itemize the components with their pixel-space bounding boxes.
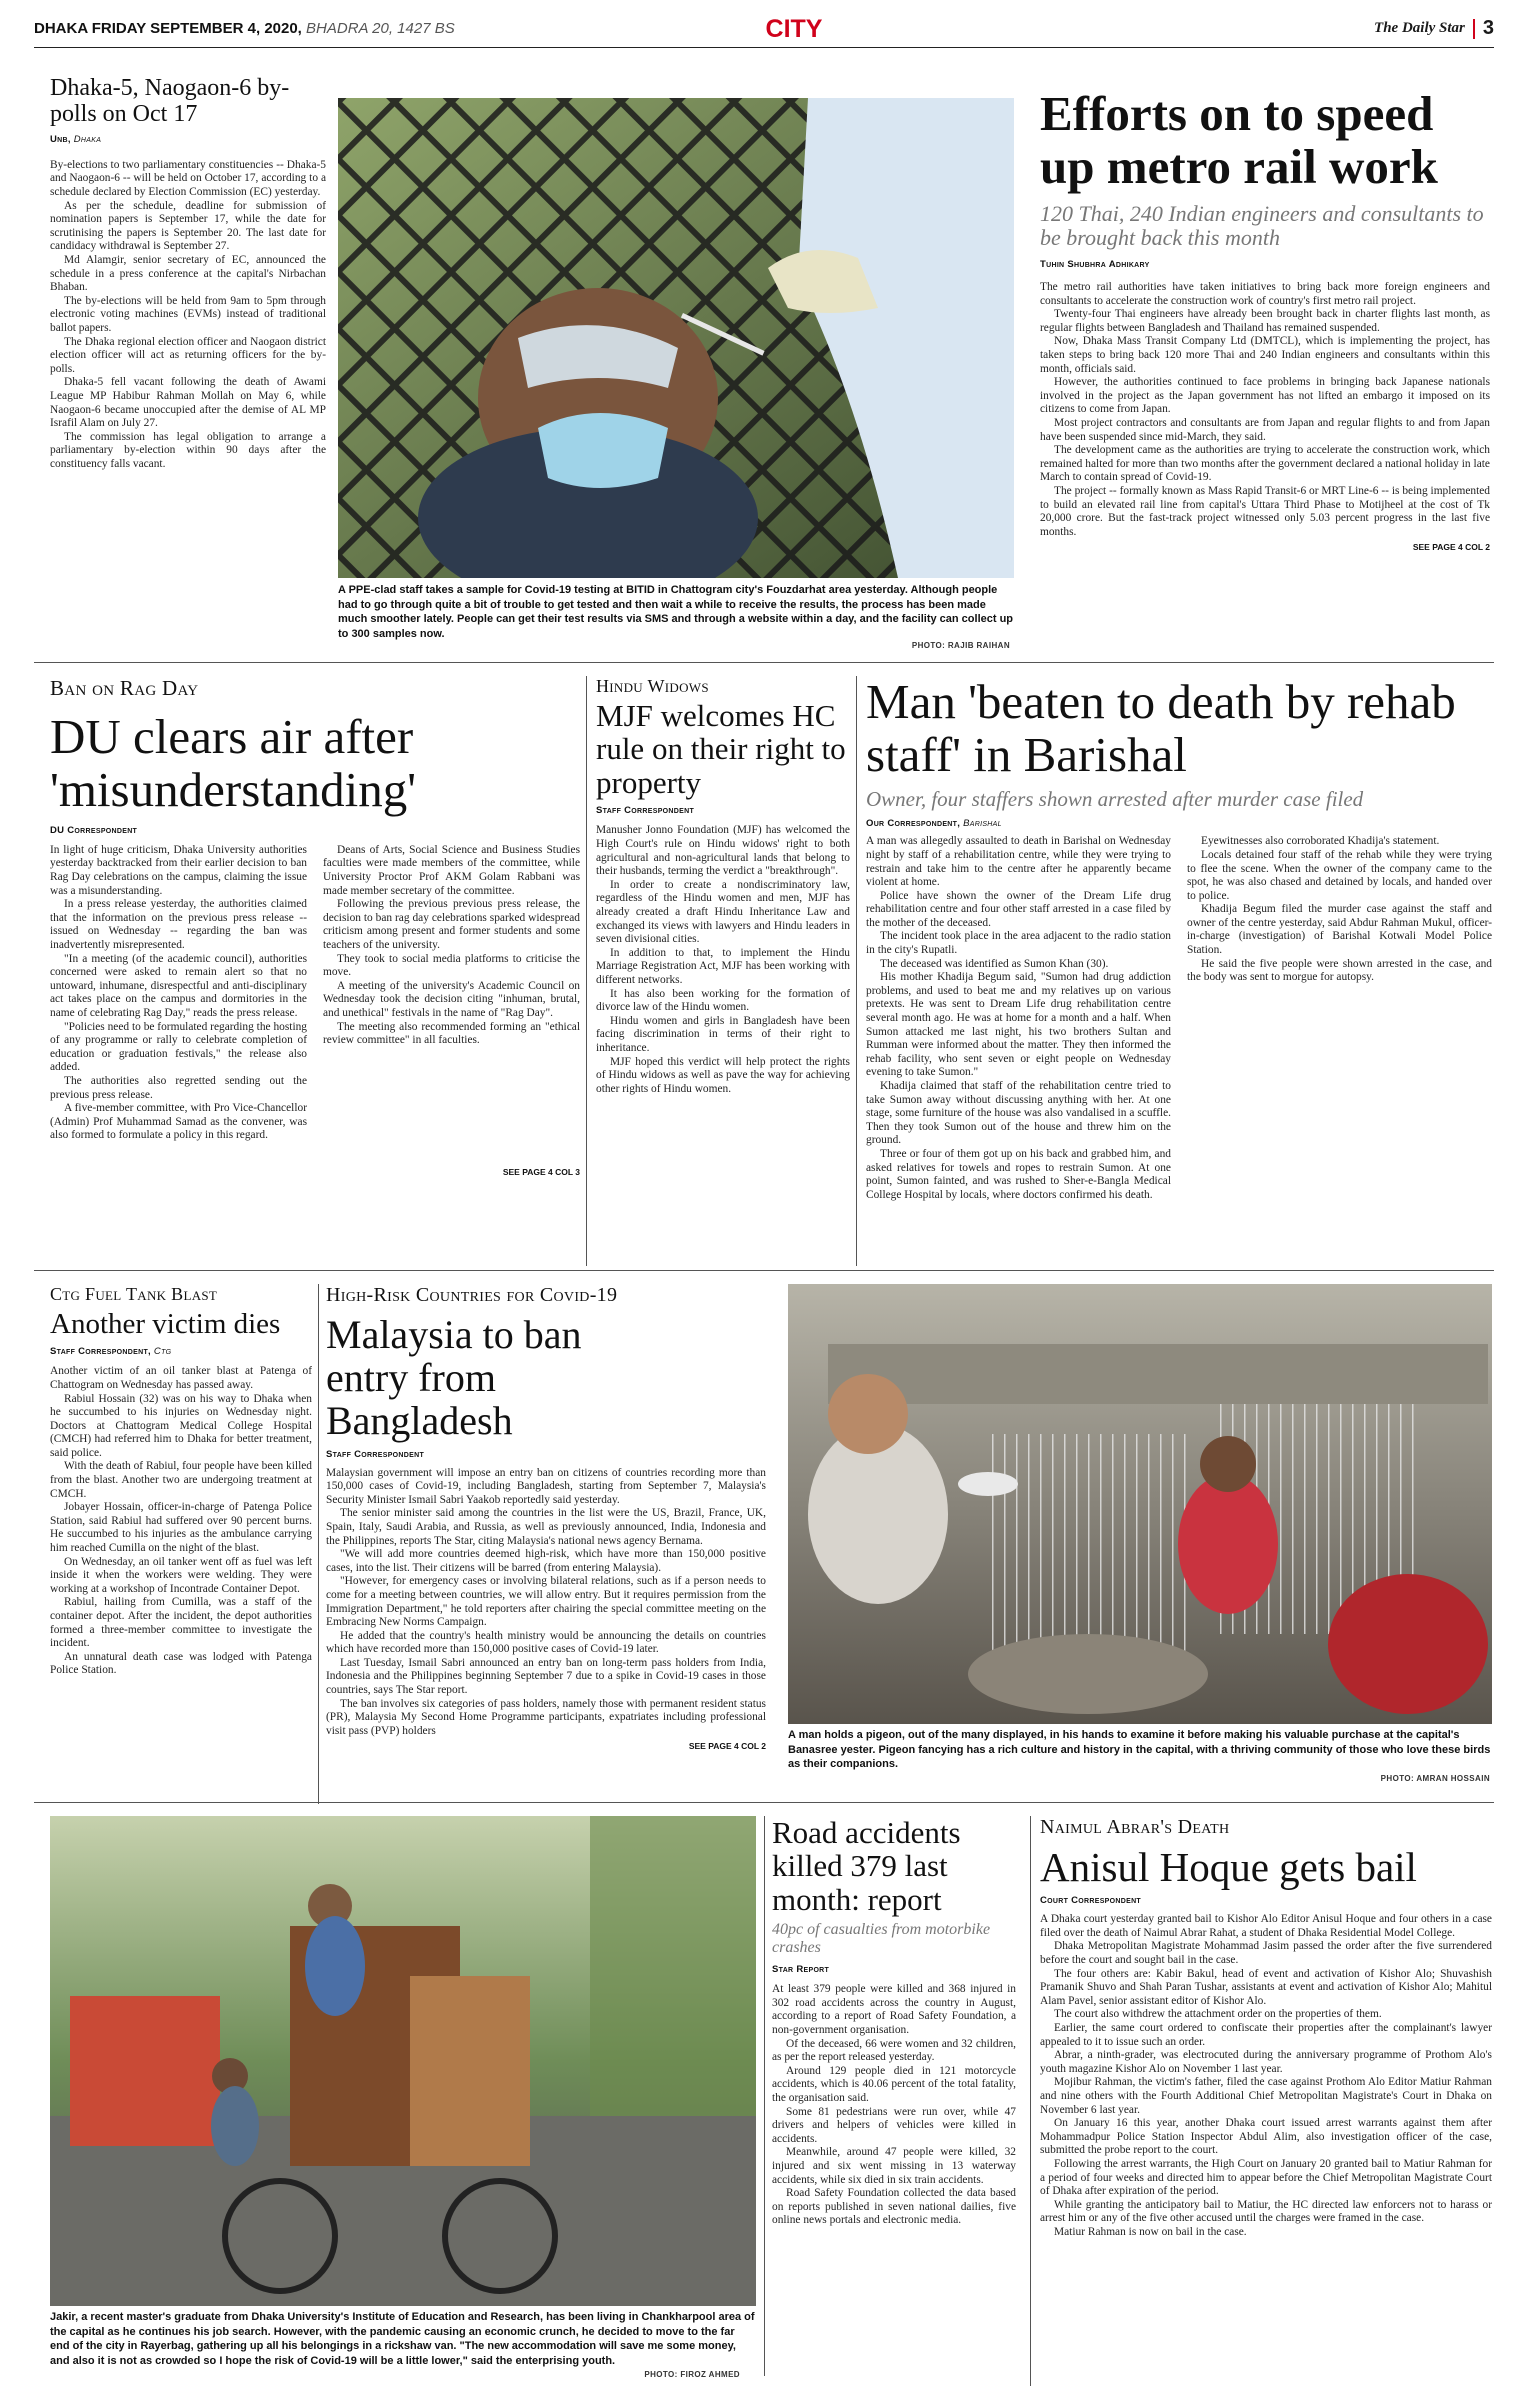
kicker: Ctg Fuel Tank Blast: [50, 1284, 218, 1304]
deck: 40pc of casualties from motorbike crashes: [772, 1921, 991, 1957]
section-name: CITY: [765, 15, 823, 43]
headline[interactable]: Road accidents killed 379 last month: report: [772, 1816, 961, 1917]
headline[interactable]: MJF welcomes HC rule on their right to property: [596, 698, 846, 800]
headline[interactable]: Dhaka-5, Naogaon-6 by-polls on Oct 17: [50, 76, 290, 127]
article-body: In light of huge criticism, Dhaka University authorities yesterday backtracked from their earlier decision to ban Rag Day celebrations on the campus, claiming the issue was a misunderstanding. In a press release yesterday, the authorities claimed that the information on the previous press release -- issued on Wednesday -- regarding the ban was inadvertently misrepresented. "In a meeting (of the academic council), authorities concerned were asked to remain alert so that no untoward, inhumane, disrespectful and anti-disciplinary act takes place on the campus and dormitories in the name of celebrating Rag Day," reads the press release. "Policies need to be formulated regarding the hosting of any programme or rally to celebrate completion of education or graduation festivals," the release also added. The authorities also regretted sending out the previous press release. A five-member committee, with Pro Vice-Chancellor (Admin) Prof Muhammad Samad as the convener, was also formed to formulate a policy in this regard. Deans of Arts, Social Science and Business Studies faculties were made members of the committee, while University Proctor Prof AKM Golam Rabbani was made member secretary of the committee. Following the previous previous press release, the decision to ban rag day celebrations sparked widespread criticism among present and former students and some teachers of the university. They took to social media platforms to criticise the move. A meeting of the university's Academic Council on Wednesday took the decision citing "inhuman, brutal, and unethical" festivals in the name of "Rag Day". The meeting also recommended forming an "ethical review committee" in all faculties.: [50, 843, 580, 1142]
kicker: Hindu Widows: [596, 676, 709, 696]
story-byelection: [50, 76, 326, 656]
photo-rickshaw-van[interactable]: [50, 1816, 756, 2306]
divider: [764, 1816, 765, 2376]
deck: 120 Thai, 240 Indian engineers and consultants to be brought back this month: [1040, 200, 1484, 251]
caption-pigeon: A man holds a pigeon, out of the many displayed, in his hands to examine it before making his valuable purchase at the capital's Banasree yester. Pigeon fancying has a rich culture and history in the capital, with a thriving community of those who love these birds as their companions.: [788, 1729, 1491, 1770]
story-du-rag-day: [50, 676, 580, 1266]
headline[interactable]: Anisul Hoque gets bail: [1040, 1844, 1417, 1890]
headline[interactable]: Another victim dies: [50, 1308, 281, 1340]
photo-covid-test[interactable]: [338, 98, 1014, 578]
story-mjf: [596, 676, 850, 1266]
divider: [34, 1802, 1494, 1803]
jump-link[interactable]: SEE PAGE 4 COL 2: [688, 1741, 766, 1752]
divider: [586, 676, 587, 1266]
page-number: 3: [1482, 17, 1494, 39]
divider: [318, 1284, 319, 1804]
divider: [856, 676, 857, 1266]
byline: Court Correspondent: [1040, 1895, 1142, 1907]
masthead: [34, 12, 1494, 46]
jump-link[interactable]: SEE PAGE 4 COL 2: [1412, 542, 1490, 553]
byline: Staff Correspondent: [596, 805, 695, 817]
byline: Staff Correspondent: [326, 1448, 425, 1460]
caption-rickshaw: Jakir, a recent master's graduate from Dhaka University's Institute of Education and Research, has been living in Chankharpool area of the capital as he continues his job search. However, with the pandemic causing an economic crunch, he decided to move to the far end of the city in Rayerbag, gathering up all his belongings in a rickshaw van. "The new accommodation will save me some money, and also it is not as crowded so I hope the risk of Covid-19 will be a little lower," said the enterprising youth.: [50, 2311, 755, 2367]
bangla-date: BHADRA 20, 1427 BS: [306, 20, 455, 37]
divider: [1030, 1816, 1031, 2386]
divider: [34, 47, 1494, 48]
article-body: The metro rail authorities have taken initiatives to bring back more foreign engineers and consultants to accelerate the construction work of country's first metro rail project. Twenty-four Thai engineers have already been brought back in charter flights last month, as regular flights between Bangladesh and Thailand has remained suspended. Now, Dhaka Mass Transit Company Ltd (DMTCL), which is implementing the project, has taken steps to bring back 120 more Thai and 240 Indian engineers and consultants within this month, officials said. However, the authorities continued to face problems in bringing back Japanese nationals involved in the project as the Japan government has not lifted an embargo it imposed on its citizens to come from Japan. Most project contractors and consultants are from Japan and regular flights to and from Japan have been suspended since mid-March, they said. The development came as the authorities are trying to accelerate the construction work, which remained halted for more than two months after the government declared a national holiday in late March to contain spread of Covid-19. The project -- formally known as Mass Rapid Transit-6 or MRT Line-6 -- is being implemented to build an elevated rail line from capital's Uttara Third Phase to Motijheel at the cost of Tk 20,000 crore. But the fast-track project witnessed only 5.03 percent progress in the last five months.: [1040, 281, 1490, 538]
photo-credit: PHOTO: AMRAN HOSSAIN: [1380, 1774, 1490, 1783]
kicker: High-Risk Countries for Covid-19: [326, 1284, 618, 1306]
headline[interactable]: Malaysia to ban entry from Bangladesh: [326, 1312, 582, 1444]
byline: Staff Correspondent, Ctg: [50, 1346, 172, 1358]
divider: [1473, 19, 1475, 39]
paper-logo: The Daily Star: [1374, 20, 1465, 36]
deck: Owner, four staffers shown arrested after murder case filed: [866, 786, 1364, 811]
article-body: A man was allegedly assaulted to death in Barishal on Wednesday night by staff of a rehabilitation centre, while they were trying to restrain and take him to the centre after he apparently became violent at home. Police have shown the owner of the Dream Life drug rehabilitation centre and four other staff arrested in a case filed by the mother of the deceased. The incident took place in the area adjacent to the radio station in the city's Rupatli. The deceased was identified as Sumon Khan (30). His mother Khadija Begum said, "Sumon had drug addiction problems, and used to beat me and my relatives up on various pretexts. He was sent to Dream Life drug rehabilitation centre several month ago. He was at home for a month and a half. When Sumon attacked me last night, his two brothers Sultan and Rumman were informed about the matter. They then informed the rehab facility, who sent seven or eight people on Wednesday evening to take Sumon." Khadija claimed that staff of the rehabilitation centre tried to take Sumon away without discussing anything with her. At one stage, some furniture of the house was also vandalised in a scuffle. Then they took Sumon out of the house and threw him on the ground. Three or four of them got up on his back and grabbed him, and asked relatives for towels and ropes to restrain Sumon. At one point, Sumon fainted, and was rushed to Sher-e-Bangla Medical College Hospital by locals, where doctors confirmed his death. Eyewitnesses also corroborated Khadija's statement. Locals detained four staff of the rehab while they were trying to flee the scene. When the owner of the company came to the spot, he was also chased and detained by locals, and handed over to police. Khadija Begum filed the murder case against the staff and owner of the centre yesterday, said Abdur Rahman Mukul, officer-in-charge (investigation) of Barishal Kotwali Model Police Station. He said the five people were shown arrested in the case, and the body was sent to morgue for autopsy.: [866, 835, 1492, 1201]
headline[interactable]: Efforts on to speed up metro rail work: [1040, 88, 1438, 194]
photo-credit: PHOTO: FIROZ AHMED: [644, 2370, 740, 2379]
pigeon-photo-illustration: [788, 1284, 1492, 1724]
covid-photo-illustration: [338, 98, 1014, 578]
byline: Star Report: [772, 1964, 830, 1976]
caption-covid: A PPE-clad staff takes a sample for Covid-19 testing at BITID in Chattogram city's Fouzdarhat area yesterday. Although people had to go through quite a bit of trouble to get tested and then wait a while to receive the results, the process has been made much smoother lately. People can get their test results via SMS and through a website within a day, and the facility can collect up to 300 samples now.: [338, 584, 1014, 640]
kicker: Naimul Abrar's Death: [1040, 1816, 1230, 1838]
jump-link[interactable]: SEE PAGE 4 COL 3: [502, 1166, 580, 1177]
photo-pigeon-market[interactable]: [788, 1284, 1492, 1724]
divider: [34, 1270, 1494, 1271]
rickshaw-photo-illustration: [50, 1816, 756, 2306]
story-anisul-bail: [1040, 1816, 1492, 2386]
byline: DU Correspondent: [50, 824, 138, 836]
kicker: Ban on Rag Day: [50, 676, 199, 700]
story-malaysia-ban: [326, 1284, 766, 1804]
article-body: Manusher Jonno Foundation (MJF) has welcomed the High Court's rule on Hindu widows' right to both agricultural and non-agricultural lands that belong to their husbands, terming the verdict a "breakthrough". In order to create a nondiscriminatory law, regardless of the Hindu women and men, MJF has already created a draft Hindu Inheritance Law and exchanged its views with lawyers and Hindu leaders in seven divisional cities. In addition to that, to implement the Hindu Marriage Registration Act, MJF has been working with different networks. It has also been working for the formation of divorce law of the Hindu women. Hindu women and girls in Bangladesh have been facing discrimination in terms of their right to inheritance. MJF hoped this verdict will help protect the rights of Hindu widows as well as pave the way for achieving other rights of Hindu women.: [596, 824, 850, 1095]
headline[interactable]: DU clears air after 'misunderstanding': [50, 709, 417, 817]
story-rehab-death: [866, 676, 1492, 1266]
story-road-accidents: [772, 1816, 1016, 2386]
byline: Our Correspondent, Barishal: [866, 818, 1002, 830]
headline[interactable]: Man 'beaten to death by rehab staff' in Barishal: [866, 676, 1456, 782]
byline: Tuhin Shubhra Adhikary: [1040, 259, 1150, 271]
article-body: At least 379 people were killed and 368 injured in 302 road accidents across the country in August, according to a report of Road Safety Foundation, a non-government organisation. Of the deceased, 66 were women and 32 children, as per the report released yesterday. Around 129 people died in 121 motorcycle accidents, which is 40.06 percent of the total fatality, the organisation said. Some 81 pedestrians were run over, while 47 drivers and helpers of vehicles were killed in accidents. Meanwhile, around 47 people were killed, 32 injured and six went missing in 13 waterway accidents, while six died in six train accidents. Road Safety Foundation collected the data based on reports published in seven national dailies, five online news portals and electronic media.: [772, 1983, 1016, 2227]
divider: [34, 662, 1494, 663]
article-body: Malaysian government will impose an entry ban on citizens of countries recording more than 150,000 cases of Covid-19, including Bangladesh, starting from September 7, Malaysia's Security Minister Ismail Sabri Yaakob reportedly said yesterday. The senior minister said among the countries in the list were the US, Brazil, France, UK, Spain, Italy, Saudi Arabia, and Russia, as well as previously announced, India, Indonesia and the Philippines, reports The Star, citing Malaysia's national news agency Bernama. "We will add more countries deemed high-risk, which have more than 150,000 positive cases, into the list. Their citizens will be barred (from entering Malaysia). "However, for emergency cases or involving bilateral relations, such as if a person needs to come for a meeting between countries, we will allow entry. But it requires permission from the Immigration Department," he told reporters after chairing the special committee meeting on the Embracing New Norms Campaign. He added that the country's health ministry would be announcing the details on countries which have recorded more than 150,000 positive cases of Covid-19 later. Last Tuesday, Ismail Sabri announced an entry ban on long-term pass holders from India, Indonesia and the Philippines beginning September 7 due to a spike in Covid-19 cases in those countries, says The Star report. The ban involves six categories of pass holders, namely those with permanent resident status (PR), Malaysia My Second Home Programme participants, expatriates including professional visit pass (PVP) holders: [326, 1466, 766, 1737]
story-metro-rail: [1040, 88, 1490, 658]
article-body: Another victim of an oil tanker blast at Patenga of Chattogram on Wednesday has passed away. Rabiul Hossain (32) was on his way to Dhaka when he succumbed to his injuries on Wednesday night. Doctors at Chattogram Medical College Hospital (CMCH) had referred him to Dhaka for better treatment, said police. With the death of Rabiul, four people have been killed from the blast. Another two are undergoing treatment at CMCH. Jobayer Hossain, officer-in-charge of Patenga Police Station, said Rabiul had suffered over 90 percent burns. He succumbed to his injuries as the ambulance carrying him reached Cumilla on the night of the blast. On Wednesday, an oil tanker went off as fuel was left inside it when the workers were welding. They were working at a workshop of Incontrade Container Depot. Rabiul, hailing from Cumilla, was a staff of the container depot. After the incident, the depot authorities formed a three-member committee to investigate the incident. An unnatural death case was lodged with Patenga Police Station.: [50, 1365, 312, 1677]
byline: Unb, Dhaka: [50, 133, 102, 145]
photo-credit: PHOTO: RAJIB RAIHAN: [911, 641, 1010, 650]
story-ctg-blast: [50, 1284, 312, 1804]
article-body: By-elections to two parliamentary constituencies -- Dhaka-5 and Naogaon-6 -- will be held on October 17, according to a schedule declared by Election Commission (EC) yesterday. As per the schedule, deadline for submission of nomination papers is September 17, while the date for scrutinising the papers is September 20. The last date for candidacy withdrawal is September 27. Md Alamgir, senior secretary of EC, announced the schedule in a press conference at the capital's Nirbachan Bhaban. The by-elections will be held from 9am to 5pm through electronic voting machines (EVMs) instead of traditional ballot papers. The Dhaka regional election officer and Naogaon district election officer will act as returning officers for the by-polls. Dhaka-5 fell vacant following the death of Awami League MP Habibur Rahman Mollah on May 6, while Naogaon-6 became unoccupied after the demise of AL MP Israfil Alam on July 27. The commission has legal obligation to arrange a parliamentary by-election within 90 days after the constituency falls vacant.: [50, 158, 326, 470]
issue-date: DHAKA FRIDAY SEPTEMBER 4, 2020,: [34, 20, 302, 37]
article-body: A Dhaka court yesterday granted bail to Kishor Alo Editor Anisul Hoque and four others in a case filed over the death of Naimul Abrar Rahat, a student of Dhaka Residential Model College. Dhaka Metropolitan Magistrate Mohammad Jasim passed the order after the five surrendered before the court and sought bail in the case. The four others are: Kabir Bakul, head of event and activation of Kishor Alo; Shuvashish Pramanik Shuvo and Shah Paran Tushar, assistants at event and activation of Kishor Alo; Mahitul Alam Pavel, senior assistant editor of Kishor Alo. The court also withdrew the attachment order on the properties of them. Earlier, the same court ordered to confiscate their properties after the complainant's lawyer appealed to it to issue such an order. Abrar, a ninth-grader, was electrocuted during the anniversary programme of Prothom Alo's youth magazine Kishor Alo on November 1 last year. Mojibur Rahman, the victim's father, filed the case against Prothom Alo Editor Matiur Rahman and nine others with the Fourth Additional Chief Metropolitan Magistrate's Court in Dhaka on November 6 last year. On January 16 this year, another Dhaka court issued arrest warrants against them after Mohammadpur Police Station Inspector Abdul Alim, also investigation officer of the case, submitted the probe report to the court. Following the arrest warrants, the High Court on January 20 granted bail to Matiur Rahman for a period of four weeks and directed him to appear before the Chief Metropolitan Magistrate Court of Dhaka after expiration of the period. While granting the anticipatory bail to Matiur, the HC directed law enforcers not to harass or arrest him or any of the five other accused until the charges were framed in the case. Matiur Rahman is now on bail in the case.: [1040, 1913, 1492, 2238]
